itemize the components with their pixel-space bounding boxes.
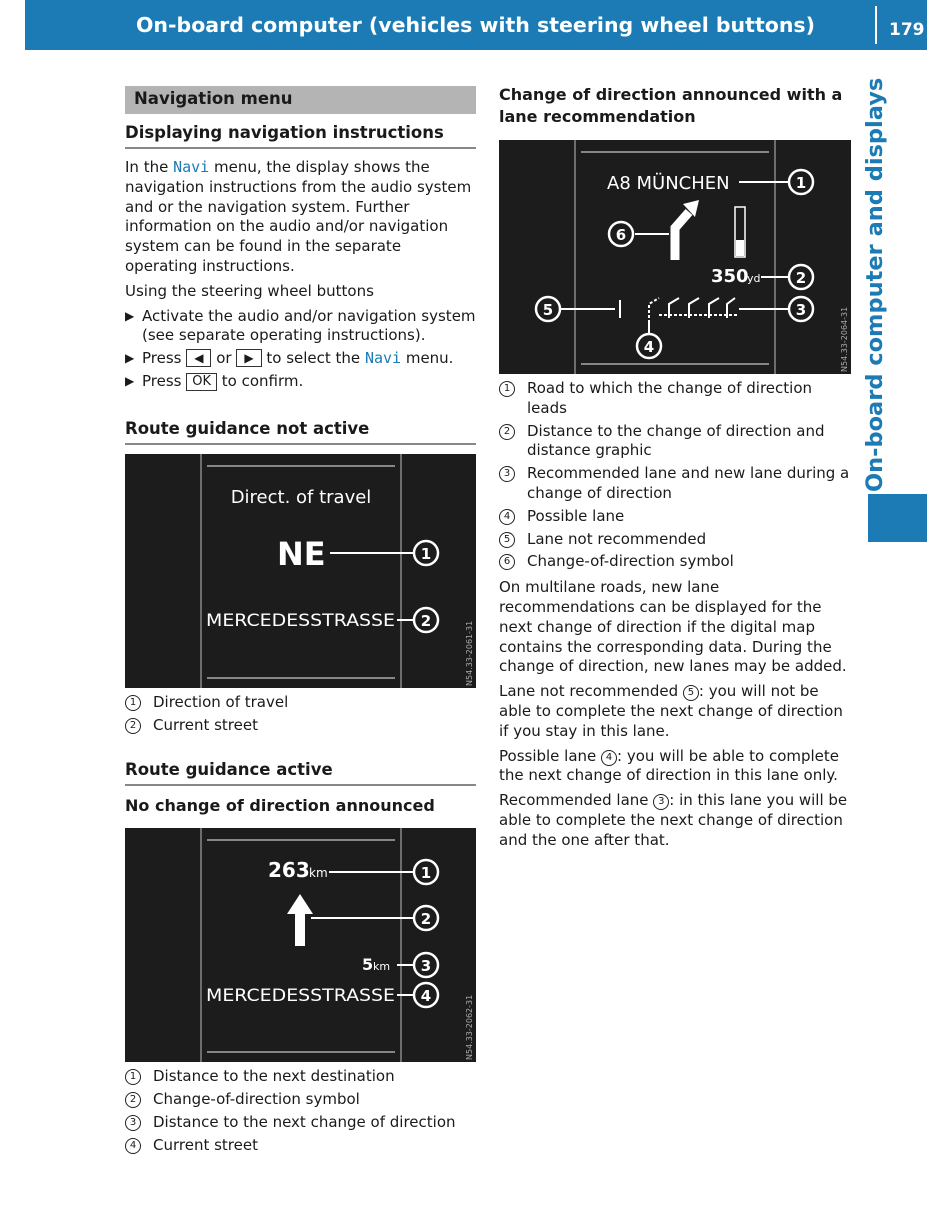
section-heading-not-active: Route guidance not active: [125, 419, 476, 445]
left-key-icon: ◀: [186, 349, 211, 367]
multilane-paragraph: On multilane roads, new lane recommendations can be displayed for the next change of direction if the digital map contains the corresponding data. During the change of direction, new lanes may be added.: [499, 578, 847, 676]
inline-number: 3: [653, 794, 669, 810]
legend-item: [125, 1136, 476, 1156]
section-heading-active: Route guidance active: [125, 760, 476, 786]
callout-number: 2: [420, 611, 432, 630]
legend-number: 1: [125, 695, 141, 711]
callout-number: 2: [420, 910, 432, 929]
intro-text: In the: [125, 158, 174, 176]
legend-number: 5: [499, 532, 515, 548]
header-title: On-board computer (vehicles with steering wheel buttons): [135, 13, 815, 37]
display-road: A8 MÜNCHEN: [607, 173, 730, 194]
menu-bar: [125, 86, 476, 114]
legend-item: [499, 422, 851, 462]
turn-arrow-icon: [675, 212, 689, 260]
legend-number: 3: [125, 1115, 141, 1131]
legend-text: Distance to the change of direction and distance graphic: [527, 421, 825, 460]
legend-item: [499, 552, 851, 572]
step-text: or: [211, 349, 237, 368]
right-column: [499, 84, 851, 856]
legend-text: Road to which the change of direction leads: [527, 379, 813, 417]
bullet-triangle-icon: ▶: [125, 373, 135, 388]
callout-number: 4: [643, 338, 655, 356]
display-route-not-active: [125, 454, 476, 688]
para-text: Lane not recommended: [499, 682, 683, 701]
possible-lane-paragraph: [499, 747, 851, 787]
legend-item: [125, 1067, 476, 1087]
lane-not-recommended-paragraph: [499, 682, 851, 741]
display-distance-unit: yd: [747, 272, 761, 285]
callout-number: 1: [795, 174, 807, 192]
display-next-distance-unit: km: [373, 960, 391, 974]
step-text: to confirm.: [217, 371, 304, 390]
using-buttons-text: Using the steering wheel buttons: [125, 281, 374, 300]
ok-key-icon: OK: [186, 373, 217, 391]
step-activate: [125, 307, 476, 347]
step-text: menu.: [401, 349, 454, 368]
page-number: 179: [889, 20, 925, 40]
side-chapter-tab: [868, 494, 927, 542]
callout-number: 3: [795, 301, 807, 319]
page-header: [25, 0, 927, 50]
display-next-distance: 5: [362, 955, 374, 975]
callout-number: 1: [420, 864, 432, 883]
display-graphic: [499, 140, 851, 374]
inline-number: 5: [683, 685, 699, 701]
legend-item: [125, 1090, 476, 1110]
callout-number: 4: [420, 987, 432, 1006]
image-code: N54.33-2062-31: [465, 995, 474, 1061]
side-chapter-label: On-board computer and displays: [862, 77, 888, 492]
menu-bar-label: Navigation menu: [134, 89, 293, 108]
step-text: Press: [142, 371, 187, 390]
step-select: [125, 349, 476, 369]
recommended-lane-paragraph: [499, 791, 851, 850]
display-street: MERCEDESSTRASSE: [206, 610, 395, 631]
inline-number: 4: [601, 750, 617, 766]
legend-number: 4: [125, 1138, 141, 1154]
display-distance: 350: [711, 266, 749, 287]
step-activate-text: Activate the audio and/or navigation system (see separate operating instructions).: [142, 306, 476, 345]
step-confirm: [125, 372, 476, 392]
legend-text: Possible lane: [527, 506, 625, 525]
callout-number: 6: [615, 226, 627, 244]
display-direction: NE: [277, 534, 326, 573]
intro-text-rest: menu, the display shows the navigation instructions from the audio system and or the navigation system. Further information on the audio and/or navigation system can be found in the separate operating instructions.: [125, 158, 472, 275]
step-text: Press: [142, 349, 187, 368]
heading-lane-recommendation: Change of direction announced with a lane recommendation: [499, 85, 843, 126]
legend-text: Direction of travel: [153, 692, 289, 711]
legend-text: Distance to the next destination: [153, 1067, 395, 1086]
display-distance-unit: km: [309, 866, 328, 881]
legend-text: Recommended lane and new lane during a change of direction: [527, 464, 850, 502]
section-heading-displaying: Displaying navigation instructions: [125, 123, 476, 149]
legend-number: 2: [125, 1092, 141, 1108]
image-code: N54.33-2061-31: [465, 620, 474, 686]
bullet-triangle-icon: ▶: [125, 308, 135, 323]
legend-item: [125, 693, 476, 713]
legend-item: [125, 1113, 476, 1133]
legend-number: 4: [499, 509, 515, 525]
para-text: : you will not be able to complete the next change of direction if you stay in this lane.: [499, 682, 843, 740]
legend-number: 3: [499, 466, 515, 482]
legend-number: 1: [499, 381, 515, 397]
navi-term: Navi: [173, 158, 210, 176]
legend-item: [499, 530, 851, 550]
navi-term: Navi: [364, 349, 402, 368]
legend-item: [125, 716, 476, 736]
legend-text: Lane not recommended: [527, 529, 707, 548]
left-column: [125, 86, 476, 1159]
image-code: N54.33-2064-31: [840, 306, 849, 372]
side-chapter-title: [862, 77, 892, 492]
legend-number: 1: [125, 1069, 141, 1085]
legend-text: Change-of-direction symbol: [527, 552, 734, 571]
bullet-triangle-icon: ▶: [125, 351, 135, 366]
legend-item: [499, 464, 851, 504]
right-key-icon: ▶: [236, 349, 261, 367]
intro-paragraph: [125, 158, 476, 277]
lane-arrows-icon: [649, 298, 737, 318]
legend-text: Current street: [153, 1135, 258, 1154]
legend-text: Distance to the next change of direction: [153, 1112, 456, 1131]
legend-text: Change-of-direction symbol: [153, 1090, 360, 1109]
display-lane-recommendation: [499, 140, 851, 374]
legend-item: [499, 507, 851, 527]
callout-number: 3: [420, 957, 432, 976]
display-graphic: [125, 454, 476, 688]
callout-number: 2: [795, 269, 807, 287]
display-street: MERCEDESSTRASSE: [206, 986, 395, 1007]
legend-number: 2: [499, 424, 515, 440]
subheading-no-change: No change of direction announced: [125, 796, 435, 816]
display-title: Direct. of travel: [230, 486, 372, 508]
display-distance: 263: [268, 858, 310, 883]
para-text: Possible lane: [499, 746, 602, 765]
header-separator: [875, 6, 877, 44]
straight-arrow-icon: [287, 894, 313, 946]
para-text: : you will be able to complete the next change of direction in this lane only.: [499, 746, 840, 785]
legend-item: [499, 379, 851, 419]
legend-number: 2: [125, 718, 141, 734]
callout-number: 1: [420, 544, 432, 563]
step-text: to select the: [261, 349, 365, 368]
para-text: : in this lane you will be able to complete the next change of direction and the one after that.: [499, 791, 848, 849]
display-graphic: [125, 828, 476, 1062]
legend-number: 6: [499, 554, 515, 570]
para-text: Recommended lane: [499, 791, 654, 810]
legend-text: Current street: [153, 715, 258, 734]
display-no-change: [125, 828, 476, 1062]
callout-number: 5: [542, 301, 554, 319]
